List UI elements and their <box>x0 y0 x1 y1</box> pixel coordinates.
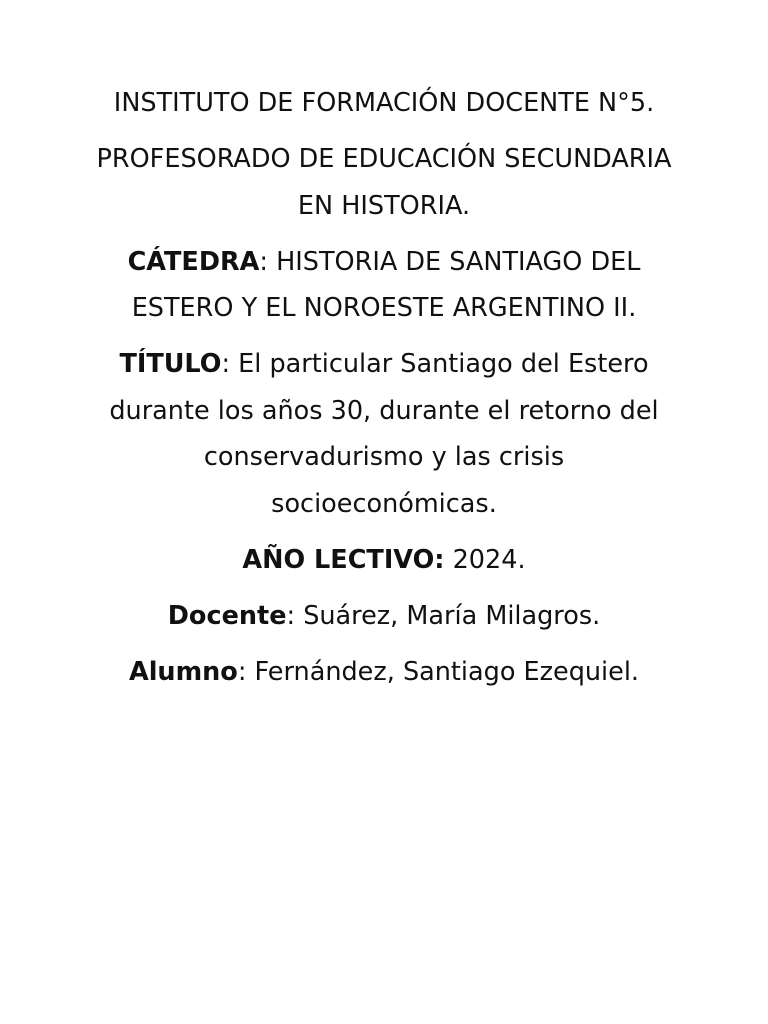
cover-page <box>90 80 678 705</box>
institute-name: INSTITUTO DE FORMACIÓN DOCENTE N°5. <box>113 88 655 118</box>
titulo-line <box>90 341 678 527</box>
program-name: PROFESORADO DE EDUCACIÓN SECUNDARIA EN HISTORIA. <box>96 144 672 221</box>
docente-line <box>90 593 678 640</box>
docente-label: Docente <box>167 600 287 631</box>
catedra-separator: : <box>259 246 277 277</box>
catedra-label: CÁTEDRA <box>127 246 260 277</box>
catedra-value: HISTORIA DE SANTIAGO DEL ESTERO Y EL NOROESTE ARGENTINO II. <box>131 246 641 323</box>
docente-value: Suárez, María Milagros. <box>303 600 601 631</box>
anio-lectivo-value: 2024. <box>452 544 526 575</box>
titulo-separator: : <box>221 349 239 379</box>
alumno-line <box>90 649 678 696</box>
alumno-value: Fernández, Santiago Ezequiel. <box>254 656 640 687</box>
anio-lectivo-separator <box>444 545 452 575</box>
alumno-label: Alumno <box>128 656 238 687</box>
anio-lectivo-label: AÑO LECTIVO: <box>242 544 445 575</box>
titulo-value: El particular Santiago del Estero durante los años 30, durante el retorno del conservadurismo y las crisis socioeconómicas. <box>109 349 659 519</box>
titulo-label: TÍTULO <box>119 349 222 379</box>
docente-separator: : <box>286 600 304 631</box>
alumno-separator: : <box>237 656 255 687</box>
anio-lectivo-line <box>90 537 678 584</box>
catedra-line <box>90 239 678 332</box>
